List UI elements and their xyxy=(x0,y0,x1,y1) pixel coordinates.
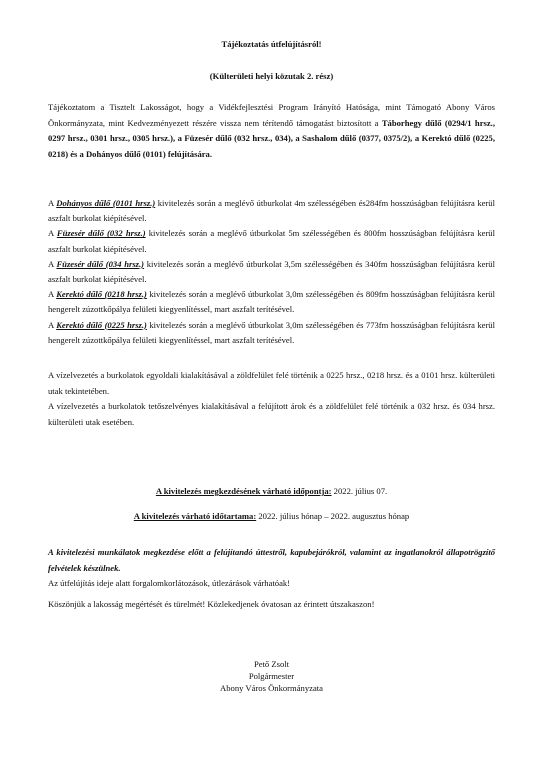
schedule-duration xyxy=(48,509,495,525)
schedule-start xyxy=(48,484,495,500)
schedule-start-value: 2022. július 07. xyxy=(331,486,388,496)
drainage-section xyxy=(48,368,495,430)
signature-name: Pető Zsolt xyxy=(253,659,290,669)
drainage-paragraph-2: A vízelvezetés a burkolatok tetőszelvényes kialakításával a felújított árok és a zöldfelület felé történik a 032 hrsz. és 034 hrsz. külterületi utak esetében. xyxy=(48,401,495,427)
notice-line: Az útfelújítás ideje alatt forgalomkorlátozások, útlezárások várhatóak! xyxy=(48,578,291,589)
intro-roads-list: Táborhegy dűlő (0294/1 hrsz., 0297 hrsz., 0301 hrsz., 0305 hrsz.), a Füzesér dűlő (032 hrsz., 034), a Sashalom dűlő (0377, 0375/2), a Kerektó dűlő (0225, 0218) és a Dohányos dűlő (0101) felújítására. xyxy=(48,117,495,159)
intro-paragraph xyxy=(48,100,495,162)
notice-bold-italic: A kivitelezési munkálatok megkezdése előtt a felújítandó úttestről, kapubejárókról, valamint az ingatlanokról állapotrögzítő felvételek készülnek. xyxy=(48,547,495,573)
road-name: Füzesér dűlő (032 hrsz.) xyxy=(56,228,146,239)
thanks-line: Köszönjük a lakosság megértését és türelmét! Közlekedjenek óvatosan az érintett útszakaszon! xyxy=(48,598,375,609)
road-item: A Kerektó dűlő (0225 hrsz.) kivitelezés során a meglévő útburkolat 3,0m szélességében és 773fm hosszúságban felújításra kerül hengerelt zúzottkőpálya felületi kiegyenlítéssel, mart aszfalt terítésével. xyxy=(48,319,495,345)
road-name: Kerektó dűlő (0218 hrsz.) xyxy=(56,289,147,300)
road-item: A Füzesér dűlő (032 hrsz.) kivitelezés során a meglévő útburkolat 5m szélességében és 800fm hosszúságban felújításra kerül aszfalt burkolat kiépítésével. xyxy=(48,228,495,254)
notice-section xyxy=(48,545,495,612)
schedule-start-label: A kivitelezés megkezdésének várható időpontja: xyxy=(155,486,332,496)
schedule-duration-label: A kivitelezés várható időtartama: xyxy=(133,511,257,521)
road-name: Dohányos dűlő (0101 hrsz.) xyxy=(56,198,156,208)
road-item: A Füzesér dűlő (034 hrsz.) kivitelezés során a meglévő útburkolat 3,5m szélességében és 340fm hosszúságban felújításra kerül aszfalt burkolat kiépítésével. xyxy=(48,258,495,285)
signature-org: Abony Város Önkormányzata xyxy=(220,683,323,693)
drainage-paragraph-1: A vízelvezetés a burkolatok egyoldali kialakításával a zöldfelület felé történik a 0225 hrsz., 0218 hrsz. és a 0101 hrsz. külterületi utak tekintetében. xyxy=(48,370,495,396)
signature-role: Polgármester xyxy=(248,671,295,681)
road-name: Kerektó dűlő (0225 hrsz.) xyxy=(56,319,147,330)
schedule-duration-value: 2022. július hónap – 2022. augusztus hónap xyxy=(256,511,410,521)
document-title: Tájékoztatás útfelújításról! xyxy=(221,39,322,49)
road-descriptions xyxy=(48,196,495,348)
road-item: A Kerektó dűlő (0218 hrsz.) kivitelezés során a meglévő útburkolat 3,0m szélességében és 809fm hosszúságban felújításra kerül hengerelt zúzottkőpálya felületi kiegyenlítéssel, mart aszfalt terítésével. xyxy=(48,289,495,315)
intro-text: Tájékoztatom a Tisztelt Lakosságot, hogy a Vidékfejlesztési Program Irányító Hatósága, mint Támogató Abony Város Önkormányzata, mint Kedvezményezett részére vissza nem térítendő támogatást biztosított a xyxy=(48,102,495,128)
road-item: A Dohányos dűlő (0101 hrsz.) kivitelezés során a meglévő útburkolat 4m szélességében és284fm hosszúságban felújításra kerül aszfalt burkolat kiépítésével. xyxy=(48,198,495,224)
document-subtitle: (Külterületi helyi közutak 2. rész) xyxy=(209,71,334,81)
road-name: Füzesér dűlő (034 hrsz.) xyxy=(56,258,145,269)
